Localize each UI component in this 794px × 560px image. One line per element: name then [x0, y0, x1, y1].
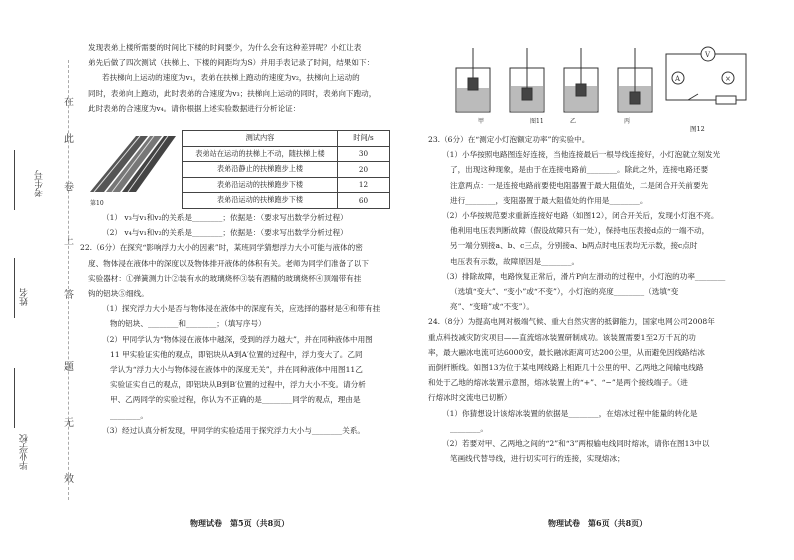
table-header: 时间/s — [338, 131, 390, 147]
table-header: 测试内容 — [183, 131, 338, 147]
table-row — [183, 177, 390, 193]
fig12-label: 图12 — [690, 125, 705, 133]
q24-line: ________。 — [450, 423, 488, 433]
q22-line: （2）甲同学认为“物体浸在液体中越深，受到的浮力越大”，并在同种液体中用图 — [102, 334, 373, 344]
binding-char: 卷 — [64, 182, 74, 193]
table-cell: 表弟沿运动的扶梯跑步下楼 — [183, 193, 338, 209]
binding-char: 答 — [64, 290, 74, 301]
q24-line: 重点科技减灾防灾项目——直流熔冰装置研制成功。该装置需要1至2万千瓦的功 — [428, 332, 696, 342]
table-cell: 12 — [338, 177, 390, 193]
q24-line: 笔画线代替导线，进行切实可行的连接，实现熔冰； — [450, 454, 625, 464]
table-cell: 20 — [338, 162, 390, 178]
q23-line: 他利用电压表判断故障（假设故障只有一处），保持电压表接d点的一端不动， — [450, 226, 710, 236]
table-cell: 30 — [338, 146, 390, 162]
q22-line: 实验器材：①弹簧测力计②装有水的玻璃烧杯③装有酒精的玻璃烧杯④顶端带有挂 — [88, 273, 362, 283]
fig11-label-bing: 丙 — [624, 118, 631, 125]
table-cell: 表弟沿运动的扶梯跑步下楼 — [183, 177, 338, 193]
q23-line: 进行________，变阻器置于最大阻值处的作用是________。 — [450, 195, 648, 205]
left-questions — [80, 210, 400, 438]
binding-char: 在 — [64, 97, 74, 108]
q24-line: （1）你猜想设计该熔冰装置的依据是________，在熔冰过程中能量的转化是 — [442, 408, 698, 418]
intro-line: 弟先后做了四次测试（扶梯上、下楼的间距均为S）并用手表记录了时间，结果如下： — [88, 58, 375, 68]
speed-line: 若扶梯向上运动的速度为v₁，表弟在扶梯上跑动的速度为v₂，扶梯向上运动的 — [102, 73, 360, 83]
speed-line: 同时，表弟向上跑动，此时表弟的合速度为v₃；扶梯向上运动的同时，表弟向下跑动， — [88, 88, 377, 98]
q22-line: 度、物体浸在液体中的深度以及物体排开液体的体积有关。老师为同学们准备了以下 — [88, 258, 369, 268]
q23-line: 电压表有示数，故障原因是________。 — [450, 256, 580, 266]
binding-char: 效 — [64, 474, 74, 485]
table-cell: 60 — [338, 193, 390, 209]
binding-char: 此 — [64, 134, 74, 145]
exam-no-line — [14, 150, 15, 210]
table-header-row — [183, 131, 390, 147]
right-page — [428, 132, 758, 466]
svg-text:×: × — [725, 75, 731, 83]
table-row — [183, 146, 390, 162]
q24-line: （2）若要对甲、乙两地之间的“2”和“3”两根输电线同时熔冰，请你在图13中以 — [442, 439, 710, 449]
q23-line: （2）小华按规范要求重新连接好电路（如图12），闭合开关后，发现小灯泡不亮。 — [442, 211, 719, 221]
figure-12 — [658, 40, 758, 126]
intro-line: 发现表弟上楼所需要的时间比下楼的时间要少，为什么会有这种差异呢？小红让表 — [88, 43, 362, 52]
svg-text:A: A — [675, 75, 681, 83]
name-label: 姓名 — [20, 288, 30, 306]
escalator-figure — [88, 132, 178, 196]
q22-line: 学认为“浮力大小与物体浸在液体中的深度无关”，并在同种液体中用图11乙 — [110, 365, 363, 375]
q23-line: （1）小华按照电路图连好连接，当他连接最后一根导线连接好，小灯泡就立刻发光 — [442, 150, 721, 160]
q23-line: 另一端分别接a、b、c三点，分别接a、b两点时电压表均无示数，接c点时 — [450, 241, 698, 251]
q24-line: 和处于乙地的熔冰装置示意图，熔冰装置上的“+”、“−”是两个接线端子。（进 — [428, 378, 688, 388]
fig11-label-yi: 乙 — [570, 118, 577, 125]
school-line — [14, 368, 15, 428]
q22-line: 钩的铝块⑤细线。 — [88, 289, 149, 299]
exam-no-label: 考生号 — [35, 170, 45, 197]
q22-line: 实验证实自己的观点，即铝块从B到B′位置的过程中，浮力大小不变。请分析 — [110, 380, 366, 390]
q23-line: 亮”、“变暗”或“不变”）。 — [450, 302, 534, 312]
binding-char: 上 — [64, 236, 74, 247]
speed-line: 此时表弟的合速度为v₄。请你根据上述实验数据进行分析论证： — [88, 103, 301, 113]
q23-line: 了，出现这种现象，是由于在连接电路前________。除此之外，连接电路还要 — [450, 165, 709, 175]
question-line: （1） v₃与v₁和v₂的关系是________；依据是：（要求写出数学分析过程） — [102, 213, 348, 222]
q23-line: （选填“变大”、“变小”或“不变”），小灯泡的亮度________（选填“变 — [450, 287, 679, 297]
q22-line: 甲、乙两同学的实验过程，你认为不正确的是________同学的观点，理由是 — [110, 395, 361, 405]
q22-line: （1）探究浮力大小是否与物体浸在液体中的深度有关，应选择的器材是④和带有挂 — [102, 304, 381, 314]
question-line: （2） v₄与v₁和v₂的关系是________；依据是：（要求写出数学分析过程） — [102, 228, 348, 238]
q24-line: 率，最大融冰电流可达6000安，最长融冰距离可达200公里，从而避免因线路结冰 — [428, 347, 705, 357]
q22-line: 物的铝块、________和________；（填写序号） — [110, 319, 266, 329]
left-footer: 物理试卷 第5页（共8页） — [190, 518, 290, 528]
q22-line: ________。 — [110, 410, 148, 420]
q23-line: 23.（6分）在“测定小灯泡额定功率”的实验中。 — [428, 135, 590, 144]
q24-line: 24.（8分）为提高电网对极端气候、重大自然灾害的抵御能力，国家电网公司2008年 — [428, 317, 715, 327]
binding-char: 题 — [64, 362, 74, 373]
test-table — [182, 130, 390, 209]
left-page — [88, 40, 400, 116]
q22-line: （3）经过认真分析发现，甲同学的实验适用于探究浮力大小与________关系。 — [102, 425, 366, 435]
q24-line: 而倒杆断线。如图13为位于某电网线路上相距几十公里的甲、乙两地之间输电线路 — [428, 363, 704, 373]
binding-strip — [0, 0, 60, 560]
binding-char: 无 — [64, 418, 74, 429]
table-row — [183, 162, 390, 178]
table-cell: 表弟站在运动的扶梯上不动，随扶梯上楼 — [183, 146, 338, 162]
fig11-label-jia: 甲 — [478, 118, 485, 125]
q22-line: 11 甲实验证实他的观点，即铝块从A到A′位置的过程中，浮力变大了。乙同 — [110, 349, 363, 359]
q23-line: 注意两点：一是连接电路前要使电阻器置于最大阻值处，二是闭合开关前要先 — [450, 180, 709, 190]
q22-line: 22.（6分）在探究“影响浮力大小的因素”时，某班同学猜想浮力大小可能与液体的密 — [80, 243, 363, 253]
svg-text:V: V — [705, 51, 711, 59]
school-label: 毕业学校 — [20, 434, 30, 470]
cut-line — [68, 60, 69, 500]
right-footer: 物理试卷 第6页（共8页） — [548, 518, 648, 528]
table-row — [183, 193, 390, 209]
q23-line: （3）排除故障，电路恢复正常后，滑片P向左滑动的过程中，小灯泡的功率________ — [442, 271, 726, 281]
q24-line: 行熔冰时交流电已切断） — [428, 393, 512, 403]
table-cell: 表弟沿静止的扶梯跑步上楼 — [183, 162, 338, 178]
fig10-label: 第10 — [90, 200, 104, 207]
fig11-label: 图11 — [530, 118, 544, 125]
name-line — [14, 258, 15, 318]
